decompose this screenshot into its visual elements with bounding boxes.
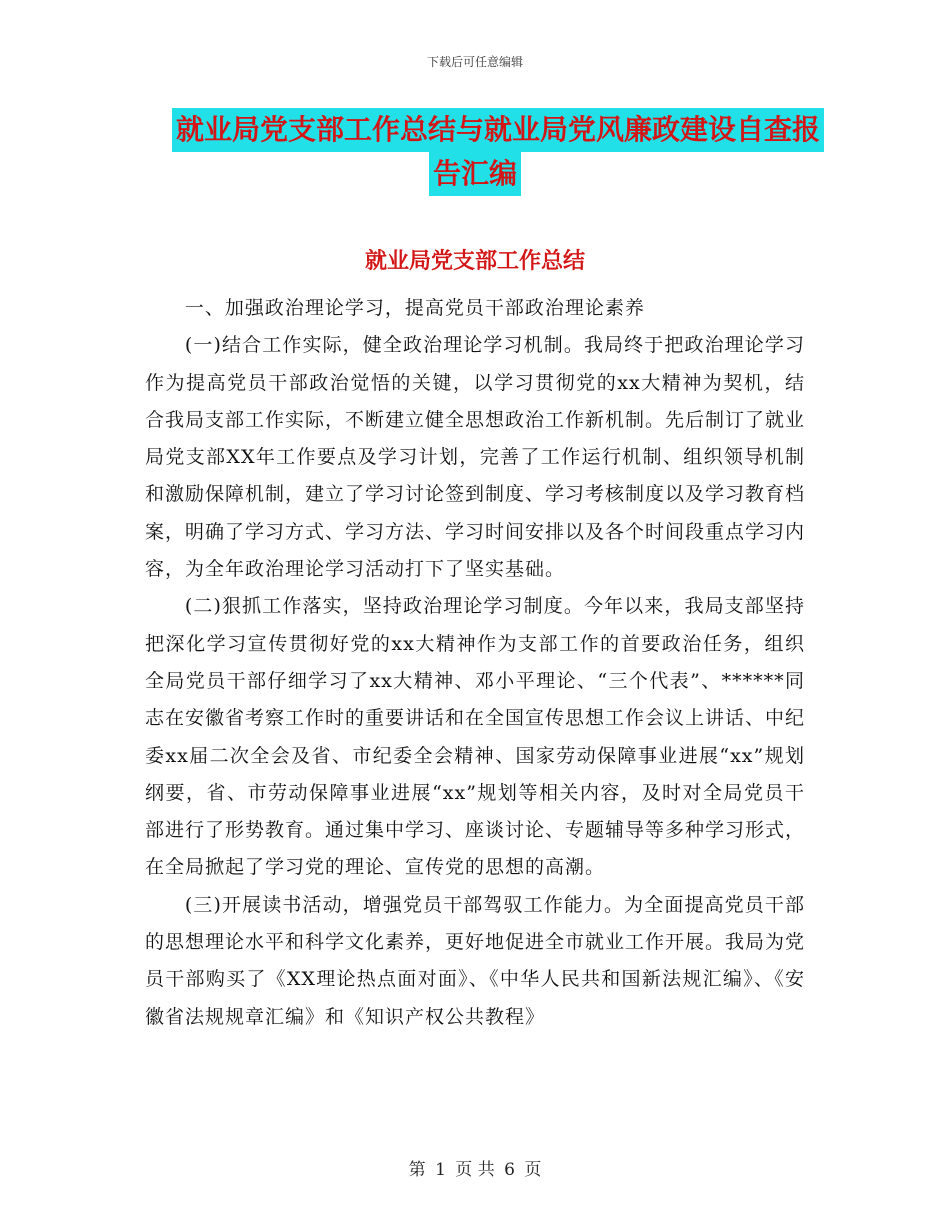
document-title-line-1: 就业局党支部工作总结与就业局党风廉政建设自查报 [172,108,824,152]
document-title-line-2: 告汇编 [429,152,521,196]
document-title [0,108,950,196]
page-label-suffix: 页 [524,1160,542,1180]
paragraph: (三)开展读书活动，增强党员干部驾驭工作能力。为全面提高党员干部的思想理论水平和科学文化素养，更好地促进全市就业工作开展。我局为党员干部购买了《XX理论热点面对面》、《中华人民共和国新法规汇编》、《安徽省法规规章汇编》和《知识产权公共教程》 [145,893,806,1028]
document-body [145,290,805,1036]
page-total-number: 6 [504,1160,515,1180]
paragraph: (二)狠抓工作落实，坚持政治理论学习制度。今年以来，我局支部坚持把深化学习宣传贯彻好党的xx大精神作为支部工作的首要政治任务，组织全局党员干部仔细学习了xx大精神、邓小平理论、“三个代表”、******同志在安徽省考察工作时的重要讲话和在全国宣传思想工作会议上讲话、中纪委xx届二次全会及省、市纪委全会精神、国家劳动保障事业进展“xx”规划纲要，省、市劳动保障事业进展“xx”规划等相关内容，及时对全局党员干部进行了形势教育。通过集中学习、座谈讨论、专题辅导等多种学习形式，在全局掀起了学习党的理论、宣传党的思想的高潮。 [145,595,806,879]
paragraph-heading-1: 一、加强政治理论学习，提高党员干部政治理论素养 [184,297,645,319]
page-label-prefix: 第 [408,1160,426,1180]
page-footer [0,1155,950,1180]
section-heading: 就业局党支部工作总结 [364,249,585,274]
page-label-mid: 页 共 [455,1160,495,1180]
page-current-number: 1 [435,1160,446,1180]
paragraph: (一)结合工作实际，健全政治理论学习机制。我局终于把政治理论学习作为提高党员干部政治觉悟的关键，以学习贯彻党的xx大精神为契机，结合我局支部工作实际，不断建立健全思想政治工作新机制。先后制订了就业局党支部XX年工作要点及学习计划，完善了工作运行机制、组织领导机制和激励保障机制，建立了学习讨论签到制度、学习考核制度以及学习教育档案，明确了学习方式、学习方法、学习时间安排以及各个时间段重点学习内容，为全年政治理论学习活动打下了坚实基础。 [145,334,806,581]
page-header-note: 下载后可任意编辑 [426,55,523,69]
